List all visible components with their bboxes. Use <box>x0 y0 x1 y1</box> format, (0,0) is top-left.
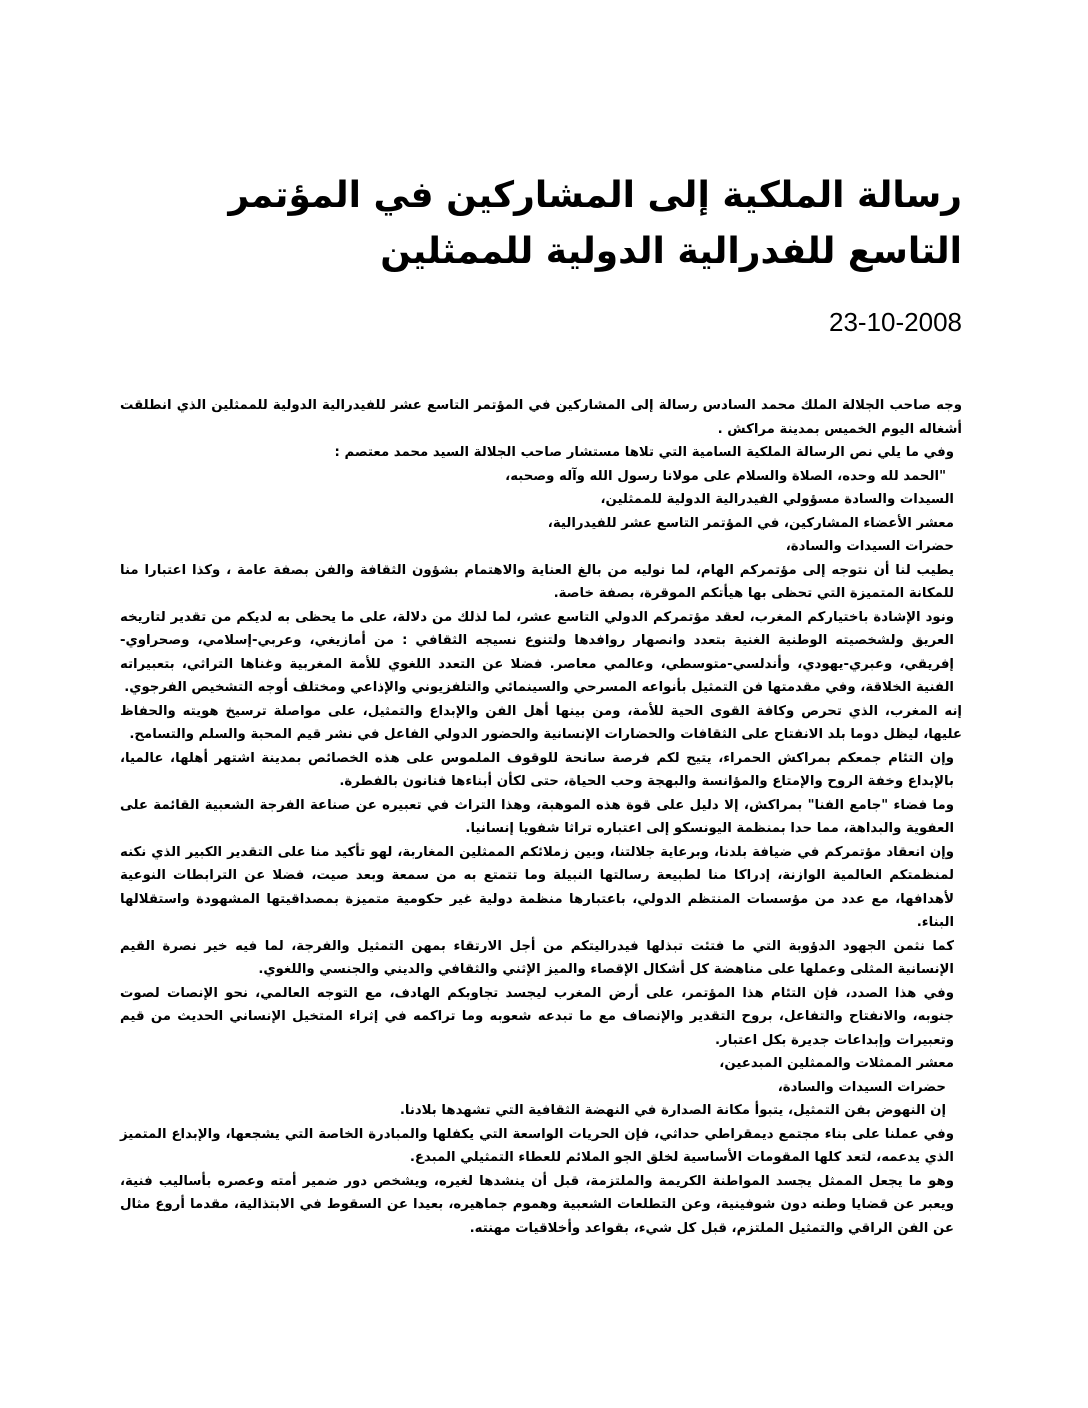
paragraph-address-audience: حضرات السيدات والسادة، <box>785 539 954 554</box>
paragraph-body: وهو ما يجعل الممثل يجسد المواطنة الكريمة والملتزمة، قبل أن ينشدها لغيره، ويشخص دور ضمير أمته وعصره بأساليب فنية، ويعبر عن قضايا وطنه دون شوفينية، وعن التطلعات الشعبية وهموم جماهيره، بعيدا عن السقوط في الابتذالية، مقدما أروع مثال عن الفن الراقي والتمثيل الملتزم، قبل كل شيء، بقواعد وأخلاقيات مهنته. <box>120 1173 954 1236</box>
paragraph-body: وإن التئام جمعكم بمراكش الحمراء، يتيح لكم فرصة سانحة للوقوف الملموس على هذه الخصائص بمدينة اشتهر أهلها، عالميا، بالإبداع وخفة الروح والإمتاع والمؤانسة والبهجة وحب الحياة، حتى لكأن أبناءها فنانون بالفطرة. <box>120 750 954 789</box>
paragraph-body: إن النهوض بفن التمثيل، يتبوأ مكانة الصدارة في النهضة الثقافية التي تشهدها بلادنا. <box>399 1103 946 1118</box>
paragraph-body: إنه المغرب، الذي تحرص وكافة القوى الحية للأمة، ومن بينها أهل الفن والإبداع والتمثيل، على مواصلة ترسيخ هويته والحفاظ عليها، ليظل دوما بلد الانفتاح على الثقافات والحضارات الإنسانية والحضور الدولي الفاعل في نشر قيم المحبة والسلم والتسامح. <box>120 703 962 742</box>
paragraph-salutation: "الحمد لله وحده، الصلاة والسلام على مولانا رسول الله وآله وصحبه، <box>505 468 946 484</box>
paragraph-body: ونود الإشادة باختياركم المغرب، لعقد مؤتمركم الدولي التاسع عشر، لما لذلك من دلالة، على ما يحظى به لديكم من تقدير لتاريخه العريق ولشخصيته الوطنية الغنية بتعدد وانصهار روافدها ولتنوع نسيجه الثقافي : من أمازيغي، وعربي-إسلامي، وصحراوي-إفريقي، وعبري-يهودي، وأندلسي-متوسطي، وعالمي معاصر. فضلا عن التعدد اللغوي للأمة المغربية وغناها التراثي، بتعبيراته الفنية الخلاقة، وفي مقدمتها فن التمثيل بأنواعه المسرحي والسينمائي والتلفزيوني والإذاعي ومختلف أوجه التشخيص الفرجوي. <box>120 609 954 695</box>
document-title: رسالة الملكية إلى المشاركين في المؤتمر التاسع للفدرالية الدولية للممثلين <box>228 175 962 272</box>
document-body <box>120 394 962 1240</box>
paragraph-body: وفي عملنا على بناء مجتمع ديمقراطي حداثي، فإن الحريات الواسعة التي يكفلها والمبادرة الخاصة التي يشجعها، والإبداع المتميز الذي يدعمه، لتعد كلها المقومات الأساسية لخلق الجو الملائم للعطاء التمثيلي المبدع. <box>120 1126 954 1165</box>
document-date: 23-10-2008 <box>829 307 962 337</box>
paragraph-announcement: وفي ما يلي نص الرسالة الملكية السامية التي تلاها مستشار صاحب الجلالة السيد محمد معتصم : <box>334 445 954 460</box>
paragraph-address-officials: السيدات والسادة مسؤولي الفيدرالية الدولية للممثلين، <box>600 492 954 507</box>
paragraph-address-members: معشر الأعضاء المشاركين، في المؤتمر التاسع عشر للفيدرالية، <box>547 515 954 531</box>
document-page <box>120 168 962 1240</box>
paragraph-body: وإن انعقاد مؤتمركم في ضيافة بلدنا، وبرعاية جلالتنا، وبين زملائكم الممثلين المغاربة، لهو تأكيد منا على التقدير الكبير الذي نكنه لمنظمتكم العالمية الوازنة، إدراكا منا لطبيعة رسالتها النبيلة وما تتمتع به من سمعة وبعد صيت، فضلا عن الترابطات النوعية لأهدافها، مع عدد من مؤسسات المنتظم الدولي، باعتبارها منظمة دولية غير حكومية متميزة بمصداقيتها المشهودة واستقلالها البناء. <box>120 844 954 930</box>
paragraph-body: وما فضاء "جامع الفنا" بمراكش، إلا دليل على قوة هذه الموهبة، وهذا التراث في تعبيره عن صناعة الفرجة الشعبية القائمة على العفوية والبداهة، مما حدا بمنظمة اليونسكو إلى اعتباره تراثا شفويا إنسانيا. <box>120 797 954 836</box>
paragraph-body: كما نثمن الجهود الدؤوبة التي ما فتئت تبذلها فيدراليتكم من أجل الارتقاء بمهن التمثيل والفرجة، لما فيه خير نصرة القيم الإنسانية المثلى وعملها على مناهضة كل أشكال الإقصاء والميز الإثني والثقافي والديني والجنسي واللغوي. <box>120 938 954 977</box>
paragraph-address-audience: حضرات السيدات والسادة، <box>777 1079 946 1095</box>
paragraph-body: وفي هذا الصدد، فإن التئام هذا المؤتمر، على أرض المغرب ليجسد تجاوبكم الهادف، مع التوجه العالمي، نحو الإنصات لصوت جنوبه، والانفتاح والتفاعل، بروح التقدير والإنصاف مع ما تبدعه شعوبه وما تراكمه في إثراء المتخيل الإنساني الحديث من قيم وتعبيرات وإبداعات جديرة بكل اعتبار. <box>120 985 954 1048</box>
paragraph-intro: وجه صاحب الجلالة الملك محمد السادس رسالة إلى المشاركين في المؤتمر التاسع عشر للفيدرالية الدولية للممثلين الذي انطلقت أشغاله اليوم الخميس بمدينة مراكش . <box>120 398 962 437</box>
paragraph-body: يطيب لنا أن نتوجه إلى مؤتمركم الهام، لما نوليه من بالغ العناية والاهتمام بشؤون الثقافة والفن بصفة عامة ، وكذا اعتبارا منا للمكانة المتميزة التي تحظى بها هيأتكم الموقرة، بصفة خاصة. <box>120 562 954 601</box>
paragraph-address-actors: معشر الممثلات والممثلين المبدعين، <box>719 1056 954 1071</box>
